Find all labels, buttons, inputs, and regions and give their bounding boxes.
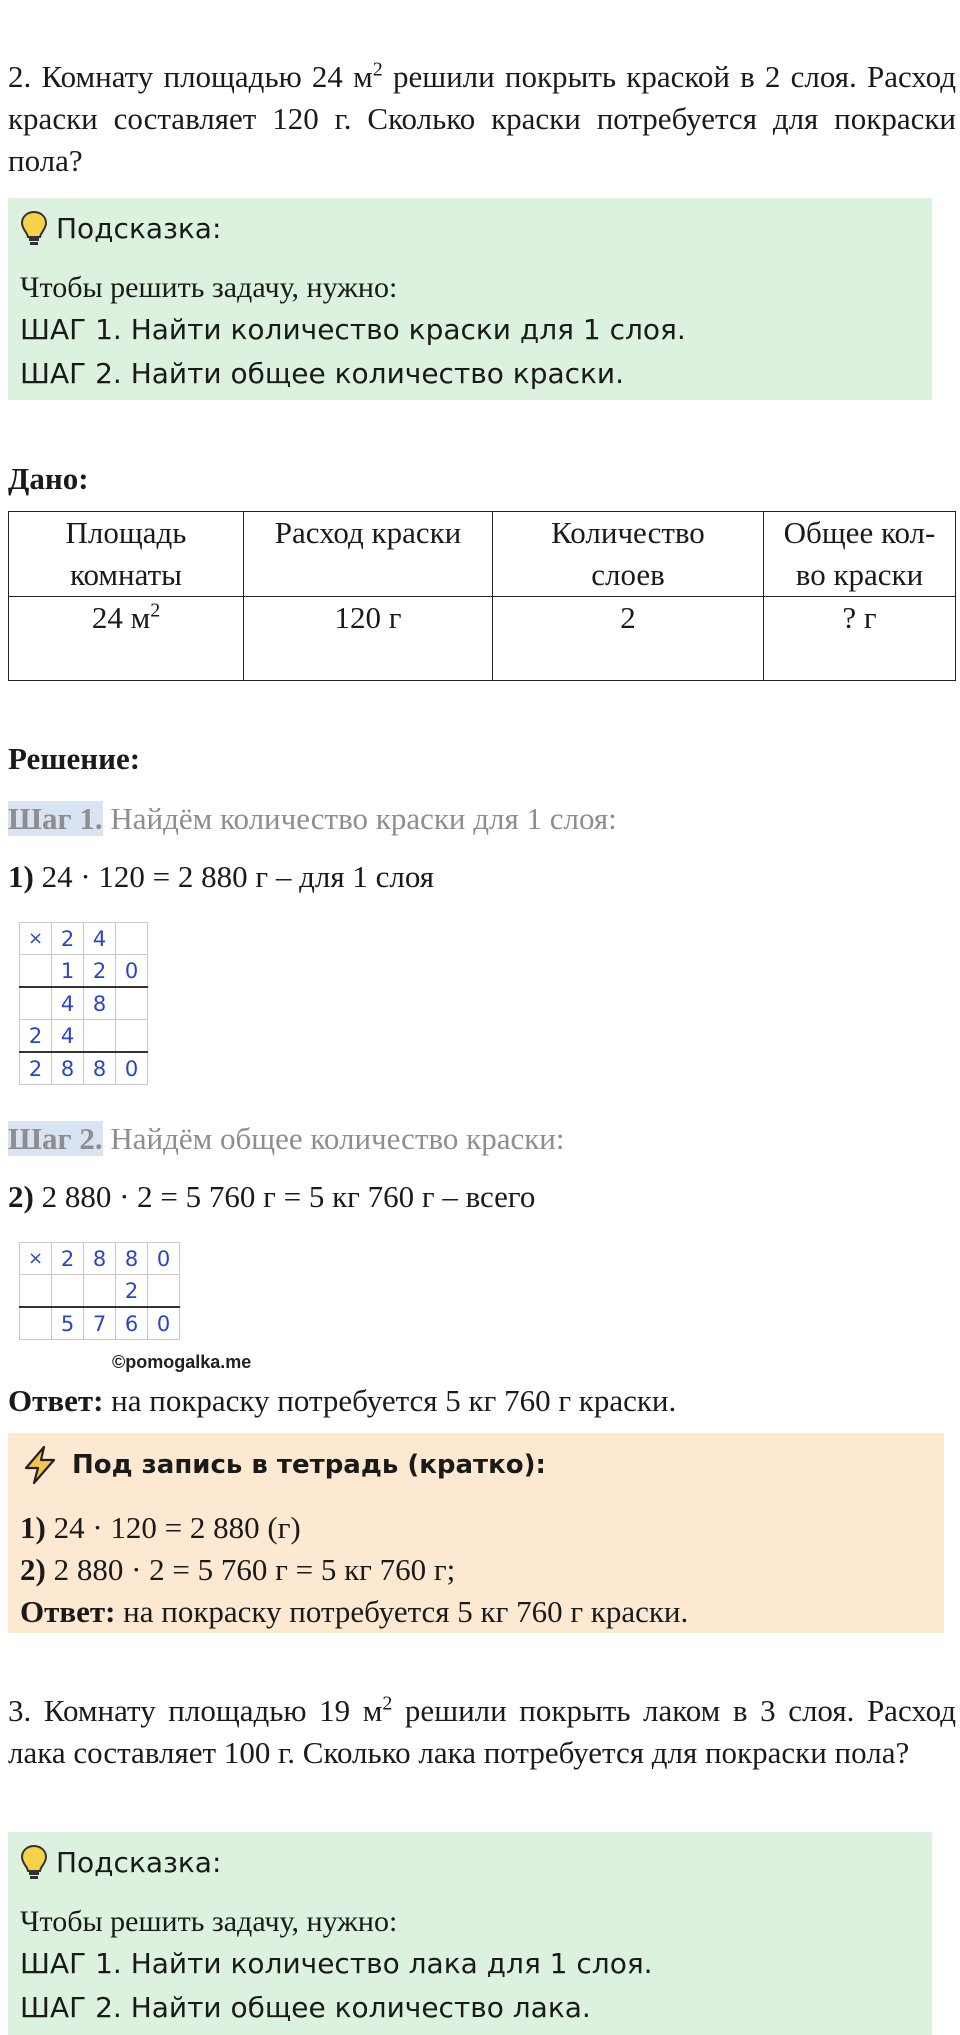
calc-cell: 5 <box>52 1307 84 1340</box>
given-header-total: Общее кол- во краски <box>764 512 956 597</box>
hint-intro: Чтобы решить задачу, нужно: <box>20 1905 398 1938</box>
calc-row <box>20 1052 148 1085</box>
calc-cell: 2 <box>52 923 84 955</box>
calc-row <box>20 987 148 1020</box>
calc-cell: 1 <box>52 955 84 988</box>
given-value-area: 24 $м^2$ <box>9 597 244 681</box>
given-label: Дано: <box>8 461 89 496</box>
calc-cell: 4 <box>84 923 116 955</box>
calc-cell: 4 <box>52 1020 84 1053</box>
calc-cell <box>84 1020 116 1053</box>
calc-cell: 8 <box>116 1243 148 1275</box>
equation-tail: – для 1 слоя <box>268 859 435 894</box>
calc-cell <box>20 1275 52 1308</box>
calc-cell <box>116 923 148 955</box>
calc-row <box>20 923 148 955</box>
step-text: Найдём общее количество краски: <box>102 1121 565 1156</box>
notebook-box <box>8 1433 944 1633</box>
given-value-layers: 2 <box>493 597 764 681</box>
hint-step-label: ШАГ 1. <box>20 1947 122 1980</box>
calc-cell: 2 <box>52 1243 84 1275</box>
calc-cell: 8 <box>84 987 116 1020</box>
hint-step-text: Найти количество лака для 1 слоя. <box>121 1947 653 1980</box>
calc-row <box>20 1020 148 1053</box>
solution-label: Решение: <box>8 741 141 776</box>
calc-row <box>20 1275 180 1308</box>
notebook-title: Под запись в тетрадь (кратко): <box>72 1450 546 1480</box>
calc-cell <box>20 955 52 988</box>
notebook-line-2: 2) 2 880 · 2 = 5 760 г = 5 кг 760 г; <box>20 1552 456 1587</box>
calc-cell <box>84 1275 116 1308</box>
task-text-part1: Комнату площадью 24 м <box>41 59 373 94</box>
calc-cell: 0 <box>116 955 148 988</box>
calc-row <box>20 1307 180 1340</box>
task-number: 2. <box>8 59 32 94</box>
task-number: 3. <box>8 1693 32 1728</box>
task-superscript: 2 <box>372 58 383 81</box>
hint-step-1 <box>20 1942 653 1986</box>
calc-cell <box>20 1307 52 1340</box>
calc-cell: 6 <box>116 1307 148 1340</box>
given-header-consumption: Расход краски <box>244 512 493 597</box>
calc-cell: 8 <box>52 1052 84 1085</box>
equation-2: 2) 2 880 · 2 = 5 760 г = 5 кг 760 г – всего <box>8 1179 536 1214</box>
lightbulb-icon <box>20 210 48 246</box>
answer-label: Ответ: <box>8 1383 104 1418</box>
lightbulb-icon <box>20 1844 48 1880</box>
given-header-layers: Количество слоев <box>493 512 764 597</box>
watermark: ©pomogalka.me <box>112 1352 252 1372</box>
step-label: Шаг 1. <box>8 801 103 836</box>
notebook-answer: Ответ: на покраску потребуется 5 кг 760 г краски. <box>20 1594 689 1629</box>
task-text-part1: Комнату площадью 19 м <box>43 1693 383 1728</box>
calc-row <box>20 1243 180 1275</box>
given-value-total: ? г <box>764 597 956 681</box>
calc-cell: 2 <box>116 1275 148 1308</box>
hint-box-2 <box>8 1832 932 2035</box>
calc-cell <box>52 1275 84 1308</box>
given-value-consumption: 120 г <box>244 597 493 681</box>
calc-cell <box>116 987 148 1020</box>
calc-cell: × <box>20 923 52 955</box>
calc-cell: 7 <box>84 1307 116 1340</box>
hint-intro: Чтобы решить задачу, нужно: <box>20 271 398 304</box>
column-multiplication-2 <box>19 1242 180 1340</box>
column-multiplication-1 <box>19 922 148 1085</box>
equation-expression: 2 880 · 2 = 5 760 г = 5 кг 760 г <box>33 1179 435 1214</box>
given-table <box>8 511 956 681</box>
hint-step-label: ШАГ 1. <box>20 313 122 346</box>
task-superscript: 2 <box>382 1692 393 1715</box>
equation-tail: – всего <box>434 1179 536 1214</box>
calc-cell: 8 <box>84 1243 116 1275</box>
equation-expression: 24 · 120 = 2 880 г <box>33 859 269 894</box>
solution-step-1 <box>8 798 617 840</box>
hint-step-label: ШАГ 2. <box>20 1991 122 2024</box>
calc-cell: 0 <box>116 1052 148 1085</box>
solution-step-2 <box>8 1118 565 1160</box>
hint-step-text: Найти количество краски для 1 слоя. <box>121 313 686 346</box>
task-2-text <box>8 56 956 182</box>
step-label: Шаг 2. <box>8 1121 103 1156</box>
notebook-line-1: 1) 24 · 120 = 2 880 (г) <box>20 1510 301 1545</box>
hint-step-1 <box>20 308 686 352</box>
calc-row <box>20 955 148 988</box>
calc-cell <box>148 1275 180 1308</box>
calc-cell: 8 <box>84 1052 116 1085</box>
hint-step-text: Найти общее количество лака. <box>121 1991 591 2024</box>
given-header-area: Площадь комнаты <box>9 512 244 597</box>
calc-cell <box>20 987 52 1020</box>
hint-step-2 <box>20 352 624 396</box>
hint-step-label: ШАГ 2. <box>20 357 122 390</box>
task-text-part2: решили покрыть краской в 2 слоя. Расход краски составляет 120 г. Сколько краски потребуется для покраски пола? <box>8 59 957 178</box>
hint-step-2 <box>20 1986 591 2030</box>
calc-cell: 0 <box>148 1243 180 1275</box>
calc-cell: 0 <box>148 1307 180 1340</box>
calc-cell: 2 <box>20 1052 52 1085</box>
hint-step-text: Найти общее количество краски. <box>121 357 625 390</box>
calc-cell: × <box>20 1243 52 1275</box>
task-3-text <box>8 1690 956 1774</box>
calc-cell: 2 <box>84 955 116 988</box>
lightning-icon <box>20 1445 60 1485</box>
hint-title: Подсказка: <box>56 211 222 245</box>
task-text-part2: решили покрыть лаком в 3 слоя. Расход лака составляет 100 г. Сколько лака потребуется для покраски пола? <box>8 1693 956 1770</box>
equation-1: 1) 24 · 120 = 2 880 г – для 1 слоя <box>8 859 435 894</box>
answer <box>8 1380 676 1422</box>
calc-cell: 4 <box>52 987 84 1020</box>
hint-box <box>8 198 932 400</box>
calc-cell <box>116 1020 148 1053</box>
answer-text: на покраску потребуется 5 кг 760 г краски. <box>103 1383 677 1418</box>
hint-title: Подсказка: <box>56 1845 222 1879</box>
calc-cell: 2 <box>20 1020 52 1053</box>
step-text: Найдём количество краски для 1 слоя: <box>102 801 617 836</box>
